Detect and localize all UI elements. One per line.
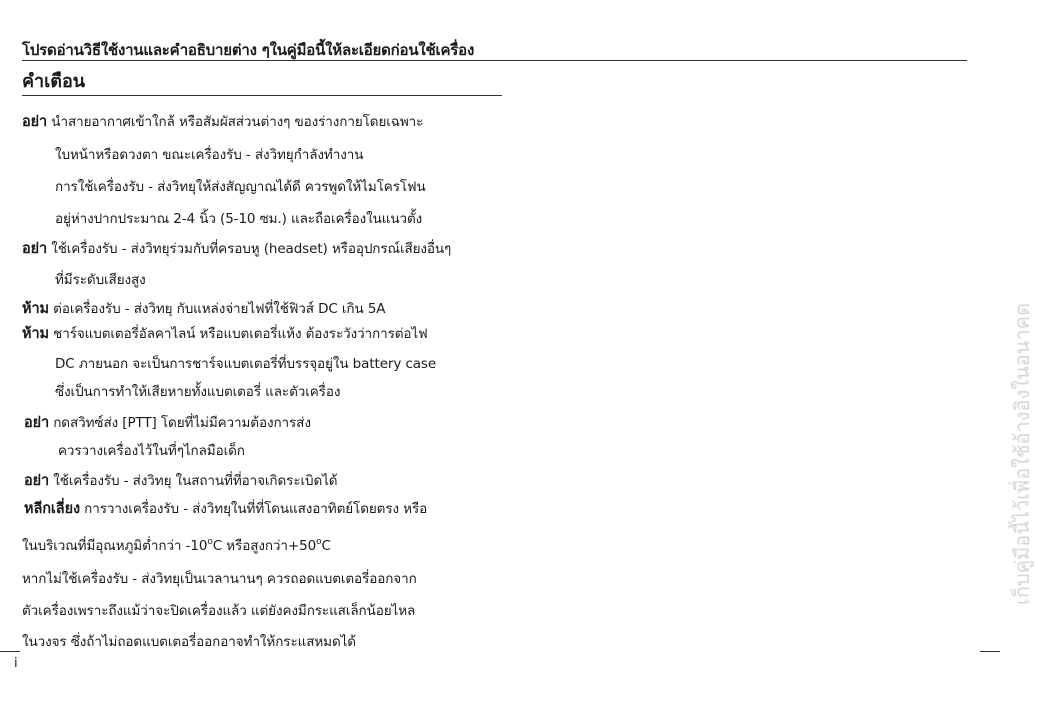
warning-line bbox=[55, 175, 426, 197]
warning-text: ใบหน้าหรือดวงตา ขณะเครื่องรับ - ส่งวิทยุกำลังทำงาน bbox=[55, 147, 364, 163]
warning-text: ใช้เครื่องรับ - ส่งวิทยุ ในสถานที่ที่อาจเกิดระเบิดได้ bbox=[49, 473, 338, 489]
warning-line bbox=[55, 143, 363, 165]
keyword-dont: อย่า bbox=[24, 473, 50, 489]
keyword-avoid: หลีกเลี่ยง bbox=[24, 501, 80, 517]
warning-line bbox=[55, 380, 340, 402]
warning-line bbox=[55, 207, 422, 229]
bottom-right-rule bbox=[980, 651, 1000, 652]
warning-text: ชาร์จแบตเตอรี่อัลคาไลน์ หรือแบตเตอรี่แห้ง ต้องระวังว่าการต่อไฟ bbox=[48, 326, 428, 342]
section-title: คำเตือน bbox=[22, 71, 86, 92]
warning-text: หากไม่ใช้เครื่องรับ - ส่งวิทยุเป็นเวลานานๆ ควรถอดแบตเตอรี่ออกจาก bbox=[22, 571, 417, 587]
top-rule bbox=[22, 60, 967, 61]
warning-text: อยู่ห่างปากประมาณ 2-4 นิ้ว (5-10 ซม.) และถือเครื่องในแนวตั้ง bbox=[55, 211, 423, 227]
side-margin-text bbox=[980, 95, 1034, 605]
warning-line bbox=[22, 567, 417, 589]
warning-line bbox=[24, 497, 427, 520]
warning-text: การวางเครื่องรับ - ส่งวิทยุในที่ที่โดนแสงอาทิตย์โดยตรง หรือ bbox=[79, 501, 428, 517]
warning-text: นำสายอากาศเข้าใกล้ หรือสัมผัสส่วนต่างๆ ของร่างกายโดยเฉพาะ bbox=[47, 114, 424, 130]
warning-text: ในบริเวณที่มีอุณหภูมิต่ำกว่า -10 bbox=[22, 538, 208, 554]
keyword-prohibit: ห้าม bbox=[22, 301, 49, 317]
keyword-prohibit: ห้าม bbox=[22, 326, 49, 342]
warning-text: ใช้เครื่องรับ - ส่งวิทยุร่วมกับที่ครอบหู (headset) หรืออุปกรณ์เสียงอื่นๆ bbox=[47, 241, 452, 257]
keyword-dont: อย่า bbox=[22, 114, 48, 130]
degree-sup: o bbox=[207, 537, 213, 547]
page-instruction: โปรดอ่านวิธีใช้งานและคำอธิบายต่าง ๆในคู่มือนี้ให้ละเอียดก่อนใช้เครื่อง bbox=[22, 41, 475, 59]
keyword-dont: อย่า bbox=[24, 415, 50, 431]
warning-line bbox=[24, 469, 337, 492]
warning-text: ต่อเครื่องรับ - ส่งวิทยุ กับแหล่งจ่ายไฟที่ใช้ฟิวส์ DC เกิน 5A bbox=[48, 301, 386, 317]
bottom-left-rule bbox=[0, 651, 20, 652]
warning-line bbox=[22, 297, 385, 320]
warning-line bbox=[24, 411, 311, 434]
warning-line bbox=[22, 630, 356, 652]
warning-text: ในวงจร ซึ่งถ้าไม่ถอดแบตเตอรี่ออกอาจทำให้กระแสหมดได้ bbox=[22, 634, 356, 650]
warning-text: ควรวางเครื่องไว้ในที่ๆไกลมือเด็ก bbox=[58, 443, 245, 459]
section-rule bbox=[22, 95, 502, 96]
warning-text: ที่มีระดับเสียงสูง bbox=[55, 272, 146, 288]
warning-line bbox=[55, 352, 436, 374]
warning-text: C หรือสูงกว่า+50 bbox=[212, 538, 317, 554]
warning-text: DC ภายนอก จะเป็นการชาร์จแบตเตอรี่ที่บรรจุอยู่ใน battery case bbox=[55, 356, 437, 372]
warning-text: การใช้เครื่องรับ - ส่งวิทยุให้ส่งสัญญาณได้ดี ควรพูดให้ไมโครโฟน bbox=[55, 179, 426, 195]
warning-text: ตัวเครื่องเพราะถึงแม้ว่าจะปิดเครื่องแล้ว แต่ยังคงมีกระแสเล็กน้อยไหล bbox=[22, 603, 416, 619]
warning-line bbox=[22, 534, 331, 556]
warning-line bbox=[22, 237, 451, 260]
warning-text: C bbox=[321, 538, 331, 554]
warning-line bbox=[58, 439, 245, 461]
warning-text: ซึ่งเป็นการทำให้เสียหายทั้งแบตเตอรี่ และตัวเครื่อง bbox=[55, 384, 341, 400]
warning-line bbox=[55, 268, 146, 290]
warning-line bbox=[22, 322, 428, 345]
side-text: เก็บคู่มือนี้ไว้เพื่อใช้อ้างอิงในอนาคต bbox=[1010, 302, 1034, 605]
degree-sup: o bbox=[316, 537, 322, 547]
keyword-dont: อย่า bbox=[22, 241, 48, 257]
warning-line bbox=[22, 110, 423, 133]
warning-line bbox=[22, 599, 415, 621]
page-number: i bbox=[14, 656, 18, 671]
warning-text: กดสวิทซ์ส่ง [PTT] โดยที่ไม่มีความต้องการส่ง bbox=[49, 415, 311, 431]
